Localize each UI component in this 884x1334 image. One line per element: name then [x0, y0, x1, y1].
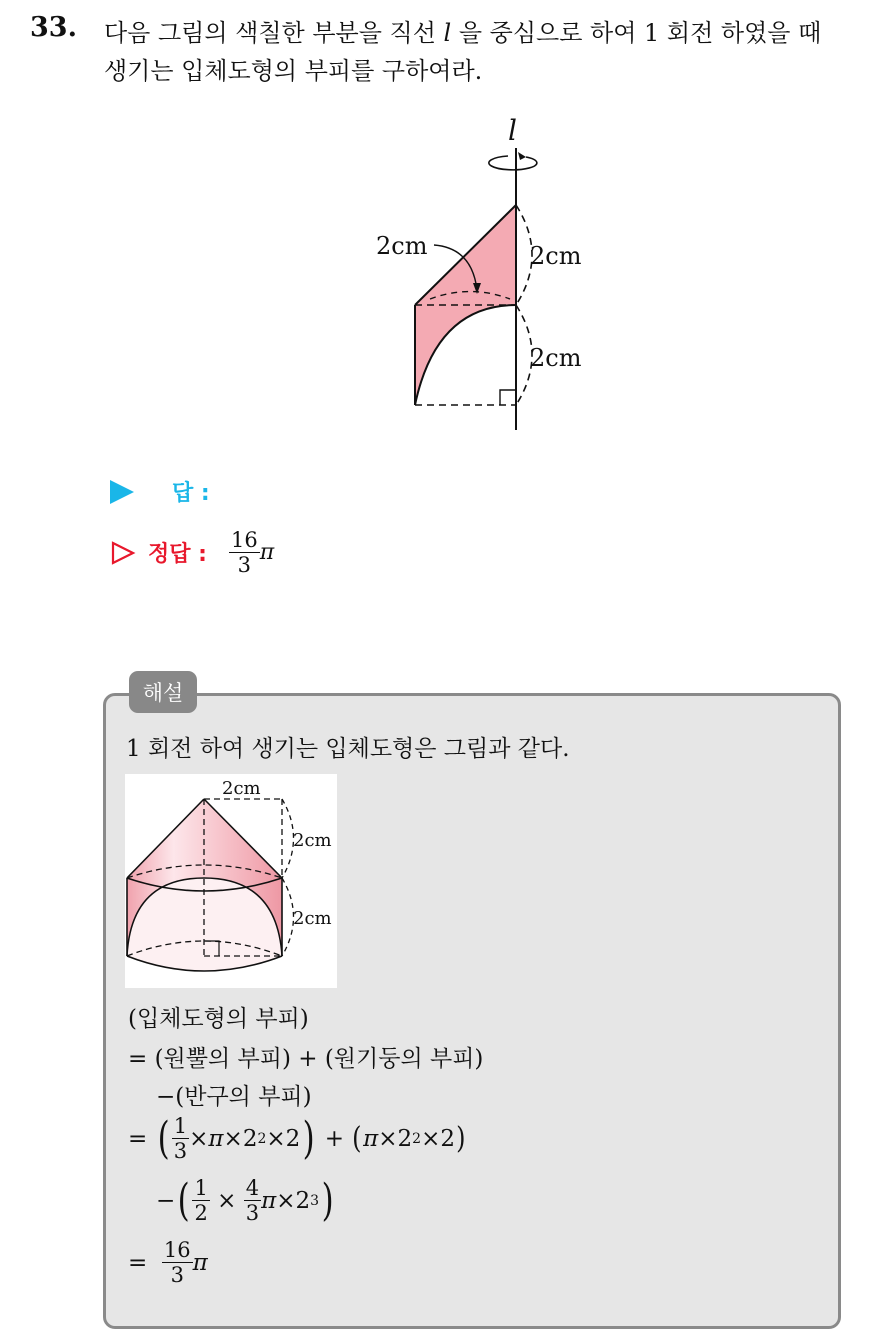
- solution-line-1: (입체도형의 부피): [128, 1006, 309, 1032]
- rotation-arrow-icon: [489, 156, 537, 170]
- solution-line-5: − ( $\frac{1}{2}$ × $\frac{4}{3}$ π × 2 3 ): [156, 1174, 334, 1226]
- correct-fraction: $\frac{16}{3}$: [230, 528, 258, 577]
- answer-triangle-icon: [110, 480, 134, 504]
- question-text: [104, 14, 874, 90]
- solution-result: = $\frac{16}{3}$ π: [128, 1238, 208, 1287]
- solution-line-2: = (원뿔의 부피) + (원기둥의 부피): [128, 1046, 484, 1072]
- label-right-bottom: 2cm: [530, 344, 582, 372]
- correct-pi: π: [259, 540, 275, 565]
- question-text-part2: 을 중심으로 하여 1 회전 하였을 때: [451, 19, 822, 47]
- solution-tag: 해설: [129, 671, 197, 713]
- solution-figure-right-bottom-label: 2cm: [293, 908, 332, 929]
- correct-label: 정답 :: [148, 542, 207, 567]
- question-variable: l: [443, 19, 452, 47]
- axis-label: l: [508, 114, 517, 147]
- solution-intro: 1 회전 하여 생기는 입체도형은 그림과 같다.: [126, 736, 570, 762]
- question-figure: [340, 112, 600, 442]
- question-text-part1: 다음 그림의 색칠한 부분을 직선: [104, 19, 444, 47]
- solution-figure-right-top-label: 2cm: [293, 830, 332, 851]
- label-right-top: 2cm: [530, 242, 582, 270]
- solution-line-4: = ( $\frac{1}{3}$ × π × 2 2 × 2 ) + ( π × 2 2 × 2 ): [128, 1112, 466, 1164]
- correct-answer-row: [110, 528, 274, 577]
- question-text-line2: 생기는 입체도형의 부피를 구하여라.: [104, 57, 483, 85]
- solution-figure: [125, 774, 337, 988]
- label-slant: 2cm: [376, 232, 428, 260]
- question-number: 33.: [30, 12, 77, 43]
- solution-line-3: −(반구의 부피): [156, 1084, 312, 1110]
- answer-row: [110, 476, 210, 507]
- solution-figure-top-label: 2cm: [222, 778, 261, 799]
- correct-triangle-icon: [110, 540, 136, 566]
- answer-label: 답 :: [172, 481, 210, 506]
